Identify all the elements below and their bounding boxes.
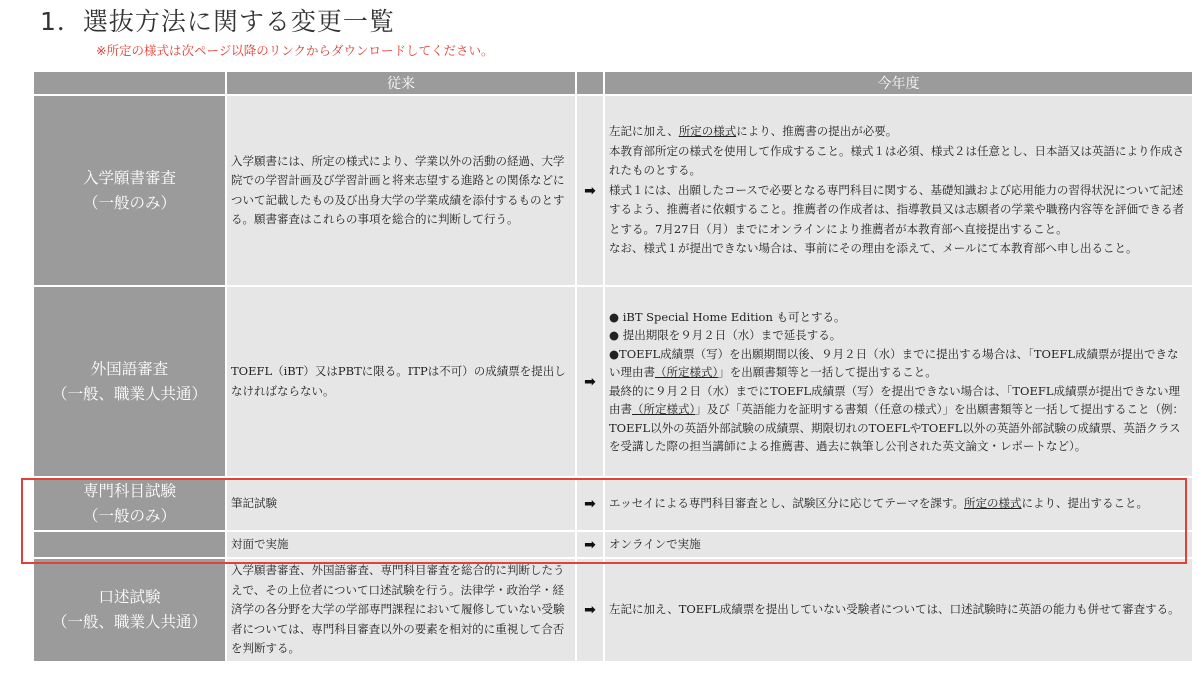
previous-cell: 筆記試験	[226, 477, 576, 531]
arrow-icon: ➡	[576, 558, 604, 662]
form-link[interactable]: 所定の様式	[678, 124, 737, 139]
header-current: 今年度	[604, 71, 1193, 95]
form-link[interactable]: （所定様式）	[632, 402, 696, 416]
category-title: 入学願書審査	[82, 168, 176, 187]
category-cell-continued	[33, 531, 226, 558]
previous-cell: 対面で実施	[226, 531, 576, 558]
previous-cell: 入学願書審査、外国語審査、専門科目審査を総合的に判断したうえで、その上位者について口述試験を行う。法律学・政治学・経済学の各分野を大学の学部専門課程において履修していない受験者については、専門科目審査以外の要素を相対的に重視して合否を判断する。	[226, 558, 576, 662]
category-cell	[33, 558, 226, 662]
category-scope: （一般のみ）	[82, 507, 176, 525]
text-fragment: 最終的に９月２日（水）までにTOEFL成績票（写）を提出できない場合は、「TOEFL成績票が提出できない理由書	[609, 383, 1180, 416]
current-cell	[604, 95, 1193, 286]
arrow-icon: ➡	[576, 286, 604, 477]
download-note: ※所定の様式は次ページ以降のリンクからダウンロードしてください。	[96, 43, 494, 58]
text-fragment: エッセイによる専門科目審査とし、試験区分に応じてテーマを課す。	[609, 496, 965, 511]
text-fragment: により、推薦書の提出が必要。	[736, 124, 898, 139]
paragraph: 本教育部所定の様式を使用して作成すること。様式１は必須、様式２は任意とし、日本語又は英語により作成されたものとする。	[609, 143, 1184, 178]
category-title: 専門科目試験	[82, 482, 176, 500]
category-title: 外国語審査	[90, 359, 169, 378]
header-arrow-blank	[576, 71, 604, 95]
text-fragment: 」を出願書類等と一括して提出すること。	[718, 365, 937, 379]
category-title: 口述試験	[98, 587, 161, 606]
paragraph: なお、様式１が提出できない場合は、事前にその理由を添えて、メールにて本教育部へ申し出ること。	[609, 241, 1138, 256]
arrow-icon: ➡	[576, 531, 604, 558]
table-row	[33, 477, 1193, 531]
header-blank	[33, 71, 226, 95]
text-fragment: 」及び「英語能力を証明する書類（任意の様式）」を出願書類等と一括して提出すること（例：TOEFL以外の英語外部試験の成績票、期限切れのTOEFLやTOEFL以外の英語外部試験の成績票、英語クラスを受講した際の担当講師による推薦書、過去に執筆し公刊された英文論文・レポートなど）。	[609, 402, 1184, 453]
current-cell: 左記に加え、TOEFL成績票を提出していない受験者については、口述試験時に英語の能力も併せて審査する。	[604, 558, 1193, 662]
category-cell	[33, 477, 226, 531]
table-row	[33, 95, 1193, 286]
previous-cell: 入学願書には、所定の様式により、学業以外の活動の経過、大学院での学習計画及び学習計画と将来志望する進路との関係などについて記載したもの及び出身大学の学業成績を添付するものとする。願書審査はこれらの事項を総合的に判断して行う。	[226, 95, 576, 286]
arrow-icon: ➡	[576, 477, 604, 531]
category-scope: （一般、職業人共通）	[51, 384, 207, 403]
category-scope: （一般のみ）	[82, 193, 176, 212]
category-cell	[33, 286, 226, 477]
previous-cell: TOEFL（iBT）又はPBTに限る。ITPは不可）の成績票を提出しなければならない。	[226, 286, 576, 477]
form-link[interactable]: 所定の様式	[964, 496, 1022, 511]
table-row	[33, 286, 1193, 477]
bullet-item: ● 提出期限を９月２日（水）まで延長する。	[609, 328, 842, 342]
page-title: 1．選抜方法に関する変更一覧	[40, 7, 395, 36]
category-cell	[33, 95, 226, 286]
current-cell: オンラインで実施	[604, 531, 1193, 558]
category-scope: （一般、職業人共通）	[51, 612, 207, 631]
current-cell	[604, 477, 1193, 531]
changes-table	[32, 70, 1194, 663]
table-row	[33, 558, 1193, 662]
paragraph: 様式１には、出願したコースで必要となる専門科目に関する、基礎知識および応用能力の習得状況について記述するよう、推薦者に依頼すること。推薦者の作成者は、指導教員又は志願者の学業や職務内容等を評価できる者とする。7月27日（月）までにオンラインにより推薦者が本教育部へ直接提出すること。	[609, 182, 1184, 236]
text-fragment: 左記に加え、	[609, 124, 679, 139]
text-fragment: により、提出すること。	[1021, 496, 1149, 511]
text-fragment: ●TOEFL成績票（写）を出願期間以後、９月２日（水）までに提出する場合は、「TOEFL成績票が提出できない理由書	[609, 346, 1179, 379]
header-previous: 従来	[226, 71, 576, 95]
bullet-item: ● iBT Special Home Edition も可とする。	[609, 309, 846, 324]
form-link[interactable]: （所定様式）	[655, 365, 719, 379]
arrow-icon: ➡	[576, 95, 604, 286]
current-cell	[604, 286, 1193, 477]
table-header-row	[33, 71, 1193, 95]
table-subrow	[33, 531, 1193, 558]
